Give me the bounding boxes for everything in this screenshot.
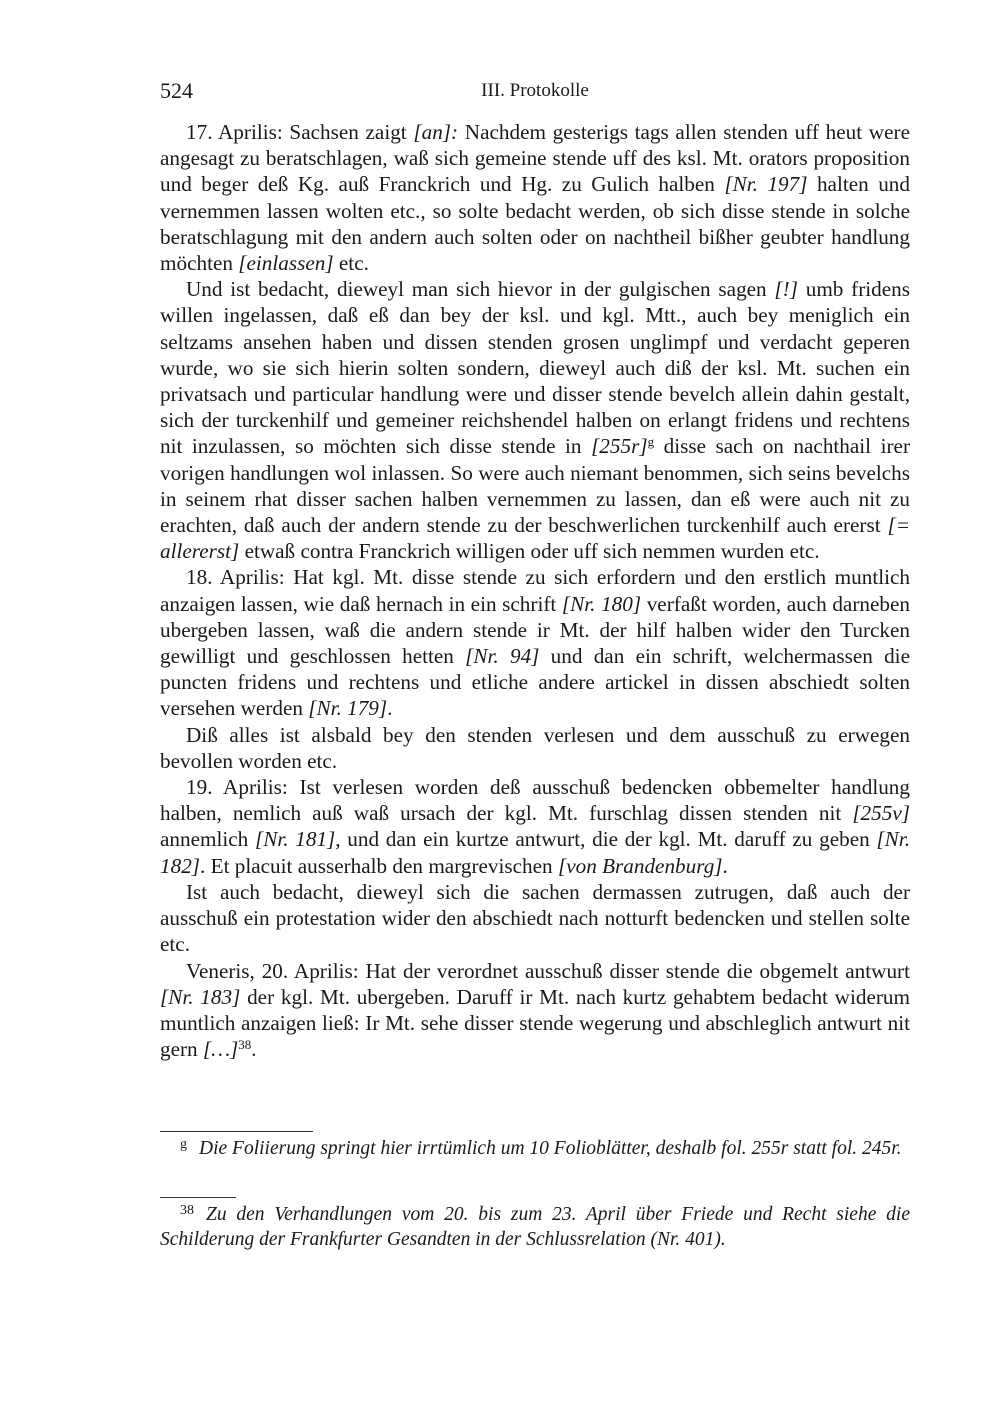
footnote-text: Die Foliierung springt hier irrtümlich um 10 Folioblätter, deshalb fol. 255r statt fol. 245r. xyxy=(199,1138,902,1159)
footnote-text: Zu den Verhandlungen vom 20. bis zum 23. April über Friede und Recht siehe die Schilderung der Frankfurter Gesandten in der Schlussrelation (Nr. 401). xyxy=(160,1204,910,1250)
document-reference: [Nr. 179] xyxy=(308,696,388,721)
footnote-38: 38 Zu den Verhandlungen vom 20. bis zum 23. April über Friede und Recht siehe die Schilderung der Frankfurter Gesandten in der Schlussrelation (Nr. 401). xyxy=(160,1203,910,1250)
document-reference: [Nr. 180] xyxy=(561,591,642,616)
folio-marker: [255v] xyxy=(852,801,910,826)
document-reference: [Nr. 181] xyxy=(254,827,336,852)
editorial-insertion: [!] xyxy=(774,277,798,302)
footnote-divider xyxy=(160,1131,313,1132)
footnote-g: g Die Foliierung springt hier irrtümlich um 10 Folioblätter, deshalb fol. 255r statt fol. 245r. xyxy=(180,1137,902,1159)
document-reference: [Nr. 182] xyxy=(160,827,910,878)
paragraph-bedacht: Und ist bedacht, dieweyl man sich hievor in der gulgischen sagen [!] umb fridens willen ingelassen, daß eß dan bey der ksl. und kgl. Mtt., auch bey meniglich ein seltzams ansehen haben und dissen stenden grosen unglimpf und verdacht geperen wurde, wo sie sich hierin solten sondern, dieweyl auch diß der ksl. Mt. suchen ein privatsach und particular handlung were und disser stende bevelch allein dahin gestalt, sich der turckenhilf und gemeiner reichshendel halben on erlangt fridens und rechtens nit inzulassen, so möchten sich disse stende in $[255r]^g$ disse sach on nachthail irer vorigen handlungen wol inlassen. So were auch niemant benommen, sich seins bevelchs in seinem rhat disser sachen halben vernemmen zu lassen, dan eß were auch nit zu erachten, daß auch der andern stende zu der beschwerlichen turckenhilf auch ererst [= allererst] etwaß contra Franckrich willigen oder uff sich nemmen wurden etc. xyxy=(160,277,910,564)
paragraph-april-18: 18. Aprilis: Hat kgl. Mt. disse stende zu sich erfordern und den erstlich muntlich anzaigen lassen, wie daß hernach in ein schrift [Nr. 180] verfaßt worden, auch darneben ubergeben lassen, waß die andern stende ir Mt. der hilf halben wider den Turcken gewilligt und geschlossen hetten [Nr. 94] und dan ein schrift, welchermassen die puncten fridens und rechtens und etliche andere artickel in dissen abschiedt solten versehen werden [Nr. 179]. xyxy=(160,565,910,721)
body-text xyxy=(160,119,910,1062)
footnote-ref-38: 38 xyxy=(238,1037,252,1053)
paragraph-protestation: Ist auch bedacht, dieweyl sich die sachen dermassen zutrugen, daß auch der ausschuß ein protestation wider den abschiedt nach notturft bedencken und stellen solte etc. xyxy=(160,879,910,957)
footnote-divider xyxy=(160,1197,236,1198)
document-reference: [Nr. 94] xyxy=(465,644,540,669)
document-reference: [Nr. 183] xyxy=(160,984,241,1009)
folio-marker: [255r] xyxy=(591,434,648,459)
editorial-insertion: [= allererst] xyxy=(160,513,910,564)
paragraph-april-19: 19. Aprilis: Ist verlesen worden deß ausschuß bedencken obbemelter handlung halben, nemlich auß waß ursach der kgl. Mt. furschlag dissen stenden nit [255v] annemlich [Nr. 181], und dan ein kurtze antwurt, die der kgl. Mt. daruff zu geben [Nr. 182]. Et placuit ausserhalb den margrevischen [von Brandenburg]. xyxy=(160,775,910,878)
editorial-insertion: [an]: xyxy=(413,120,459,144)
running-head: III. Protokolle xyxy=(481,80,589,101)
document-reference: [Nr. 197] xyxy=(724,172,808,197)
page-number: 524 xyxy=(160,78,193,103)
editorial-omission: […] xyxy=(202,1037,239,1062)
editorial-insertion: [von Brandenburg] xyxy=(557,853,723,878)
paragraph-verlesen: Diß alles ist alsbald bey den stenden verlesen und dem ausschuß zu erwegen bevollen worden etc. xyxy=(160,722,910,773)
page-header xyxy=(160,78,910,108)
paragraph-april-17: 17. Aprilis: Sachsen zaigt [an]: Nachdem gesterigs tags allen stenden uff heut were angesagt zu beratschlagen, waß sich gemeine stende uff des ksl. Mt. orators proposition und beger deß Kg. auß Franckrich und Hg. zu Gulich halben [Nr. 197] halten und vernemmen lassen wolten etc., so solte bedacht werden, ob sich disse stende in solche beratschlagung mit den andern auch solten oder on nachtheil bißher geubter handlung möchten [einlassen] etc. xyxy=(160,120,910,276)
footnote-ref-g: g xyxy=(647,434,655,450)
paragraph-april-20: Veneris, 20. Aprilis: Hat der verordnet ausschuß disser stende die obgemelt antwurt [Nr. 183] der kgl. Mt. ubergeben. Daruff ir Mt. nach kurtz gehabtem bedacht widerum muntlich anzaigen ließ: Ir Mt. sehe disser stende wegerung und abschleglich antwurt nit gern […]$^{38}$. xyxy=(160,958,910,1062)
editorial-insertion: [einlassen] xyxy=(238,251,334,276)
